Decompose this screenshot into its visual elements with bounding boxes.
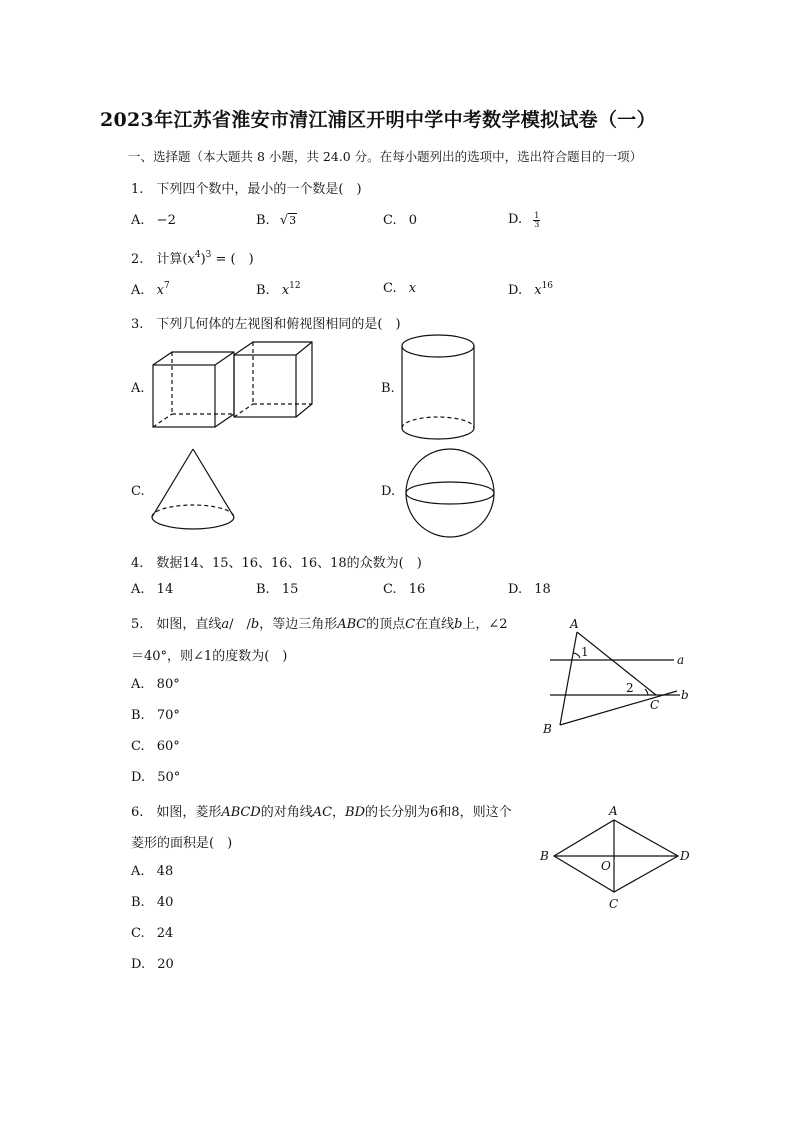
q6-option-b[interactable] [131, 895, 173, 910]
page-title: 2023年江苏省淮安市清江浦区开明中学中考数学模拟试卷（一） [100, 109, 656, 131]
q5-option-a[interactable] [131, 677, 180, 692]
option-label: C. [131, 926, 145, 941]
parallel-lines-triangle-figure [540, 612, 700, 742]
angle-1-label: 1 [581, 645, 589, 659]
option-label: D. [508, 582, 523, 597]
option-label: B. [131, 708, 145, 723]
q4-option-b[interactable] [256, 582, 298, 597]
option-label: C. [383, 213, 397, 228]
q3-option-c-label[interactable]: C. [131, 484, 145, 499]
stem-suffix: = ( ) [211, 252, 254, 267]
sphere-figure [403, 447, 499, 541]
two-cubes-figure [150, 340, 320, 432]
q1-option-a[interactable] [131, 213, 176, 228]
option-value: −2 [156, 213, 176, 228]
line-label-b: b [681, 688, 689, 702]
q6-option-a[interactable] [131, 864, 173, 879]
cylinder-figure [400, 333, 480, 443]
option-value: 14 [156, 582, 174, 597]
option-value: 80° [156, 677, 180, 692]
fraction [533, 212, 540, 229]
option-label: D. [131, 770, 146, 785]
option-value: 50° [157, 770, 181, 785]
vertex-label-d: D [680, 849, 690, 863]
q3-option-d-label[interactable]: D. [381, 484, 396, 499]
option-label: C. [383, 582, 397, 597]
q1-option-b[interactable] [256, 213, 297, 228]
option-value: 48 [156, 864, 174, 879]
option-label: B. [256, 582, 270, 597]
option-value: 0 [408, 213, 418, 228]
q1-option-c[interactable] [383, 213, 417, 228]
question-6-stem-line2: 菱形的面积是( ) [131, 836, 233, 851]
radicand: 3 [289, 214, 297, 227]
q6-option-c[interactable] [131, 926, 173, 941]
stem-prefix: 2. 计算 [131, 252, 183, 267]
option-label: D. [131, 957, 146, 972]
line-label-a: a [677, 653, 685, 667]
option-value: 15 [281, 582, 299, 597]
q4-option-d[interactable] [508, 582, 551, 597]
q6-option-d[interactable] [131, 957, 174, 972]
q3-option-b-label[interactable]: B. [381, 381, 395, 396]
exponent: 12 [289, 281, 301, 291]
option-label: A. [131, 213, 145, 228]
option-label: A. [131, 582, 145, 597]
numerator: 1 [534, 211, 540, 220]
option-label: D. [508, 212, 523, 227]
vertex-label-c: C [650, 698, 660, 712]
option-label: B. [256, 283, 270, 298]
option-label: A. [131, 864, 145, 879]
option-label: C. [383, 281, 397, 296]
vertex-label-a: A [570, 617, 579, 631]
q3-option-a-label[interactable]: A. [131, 381, 145, 396]
q5-option-b[interactable] [131, 708, 180, 723]
vertex-label-a: A [609, 804, 618, 818]
q4-option-a[interactable] [131, 582, 173, 597]
power-expression: $(x^4)^3$ [182, 250, 212, 267]
question-2-stem [131, 248, 254, 267]
question-1-stem: 1. 下列四个数中，最小的一个数是( ) [131, 182, 362, 197]
rhombus-figure [538, 800, 698, 912]
center-label-o: O [601, 859, 611, 873]
vertex-label-b: B [543, 722, 552, 736]
q2-option-c[interactable]: C. x [383, 281, 417, 296]
question-3-stem: 3. 下列几何体的左视图和俯视图相同的是( ) [131, 317, 401, 332]
sqrt-expression: √3 [279, 213, 297, 228]
option-label: B. [131, 895, 145, 910]
q5-option-d[interactable] [131, 770, 180, 785]
question-5-stem-line1: 5. 如图，直线𝑎/ /𝑏，等边三角形𝐴𝐵𝐶的顶点𝐶在直线𝑏上，∠2 [131, 617, 508, 632]
question-6-stem-line1: 6. 如图，菱形𝐴𝐵𝐶𝐷的对角线𝐴𝐶，𝐵𝐷的长分别为6和8，则这个 [131, 805, 512, 820]
q4-option-c[interactable] [383, 582, 425, 597]
cone-figure [148, 447, 240, 535]
q2-option-d[interactable]: D. $x^{16}$ [508, 281, 554, 298]
option-value: 40 [156, 895, 174, 910]
q1-option-d[interactable] [508, 212, 540, 229]
angle-2-label: 2 [626, 681, 634, 695]
option-label: A. [131, 677, 145, 692]
q2-option-a[interactable]: A. $x^7$ [131, 281, 170, 298]
option-value: 16 [408, 582, 426, 597]
option-label: A. [131, 283, 145, 298]
exponent: 16 [541, 281, 554, 291]
denominator: 3 [534, 220, 540, 229]
q5-option-c[interactable] [131, 739, 180, 754]
exponent: 7 [164, 281, 170, 291]
option-value: 70° [156, 708, 180, 723]
option-value: 60° [156, 739, 180, 754]
vertex-label-b: B [540, 849, 549, 863]
option-label: C. [131, 739, 145, 754]
vertex-label-c: C [609, 897, 619, 911]
option-value: 18 [534, 582, 551, 597]
option-label: B. [256, 213, 270, 228]
question-4-stem: 4. 数据14、15、16、16、16、18的众数为( ) [131, 556, 422, 571]
option-value: 24 [156, 926, 174, 941]
q2-option-b[interactable]: B. $x^{12}$ [256, 281, 301, 298]
option-label: D. [508, 283, 523, 298]
question-5-stem-line2: ＝40°，则∠1的度数为( ) [131, 649, 288, 664]
option-value: 20 [157, 957, 174, 972]
section-heading: 一、选择题（本大题共 8 小题，共 24.0 分。在每小题列出的选项中，选出符合题目的一项） [128, 149, 643, 164]
